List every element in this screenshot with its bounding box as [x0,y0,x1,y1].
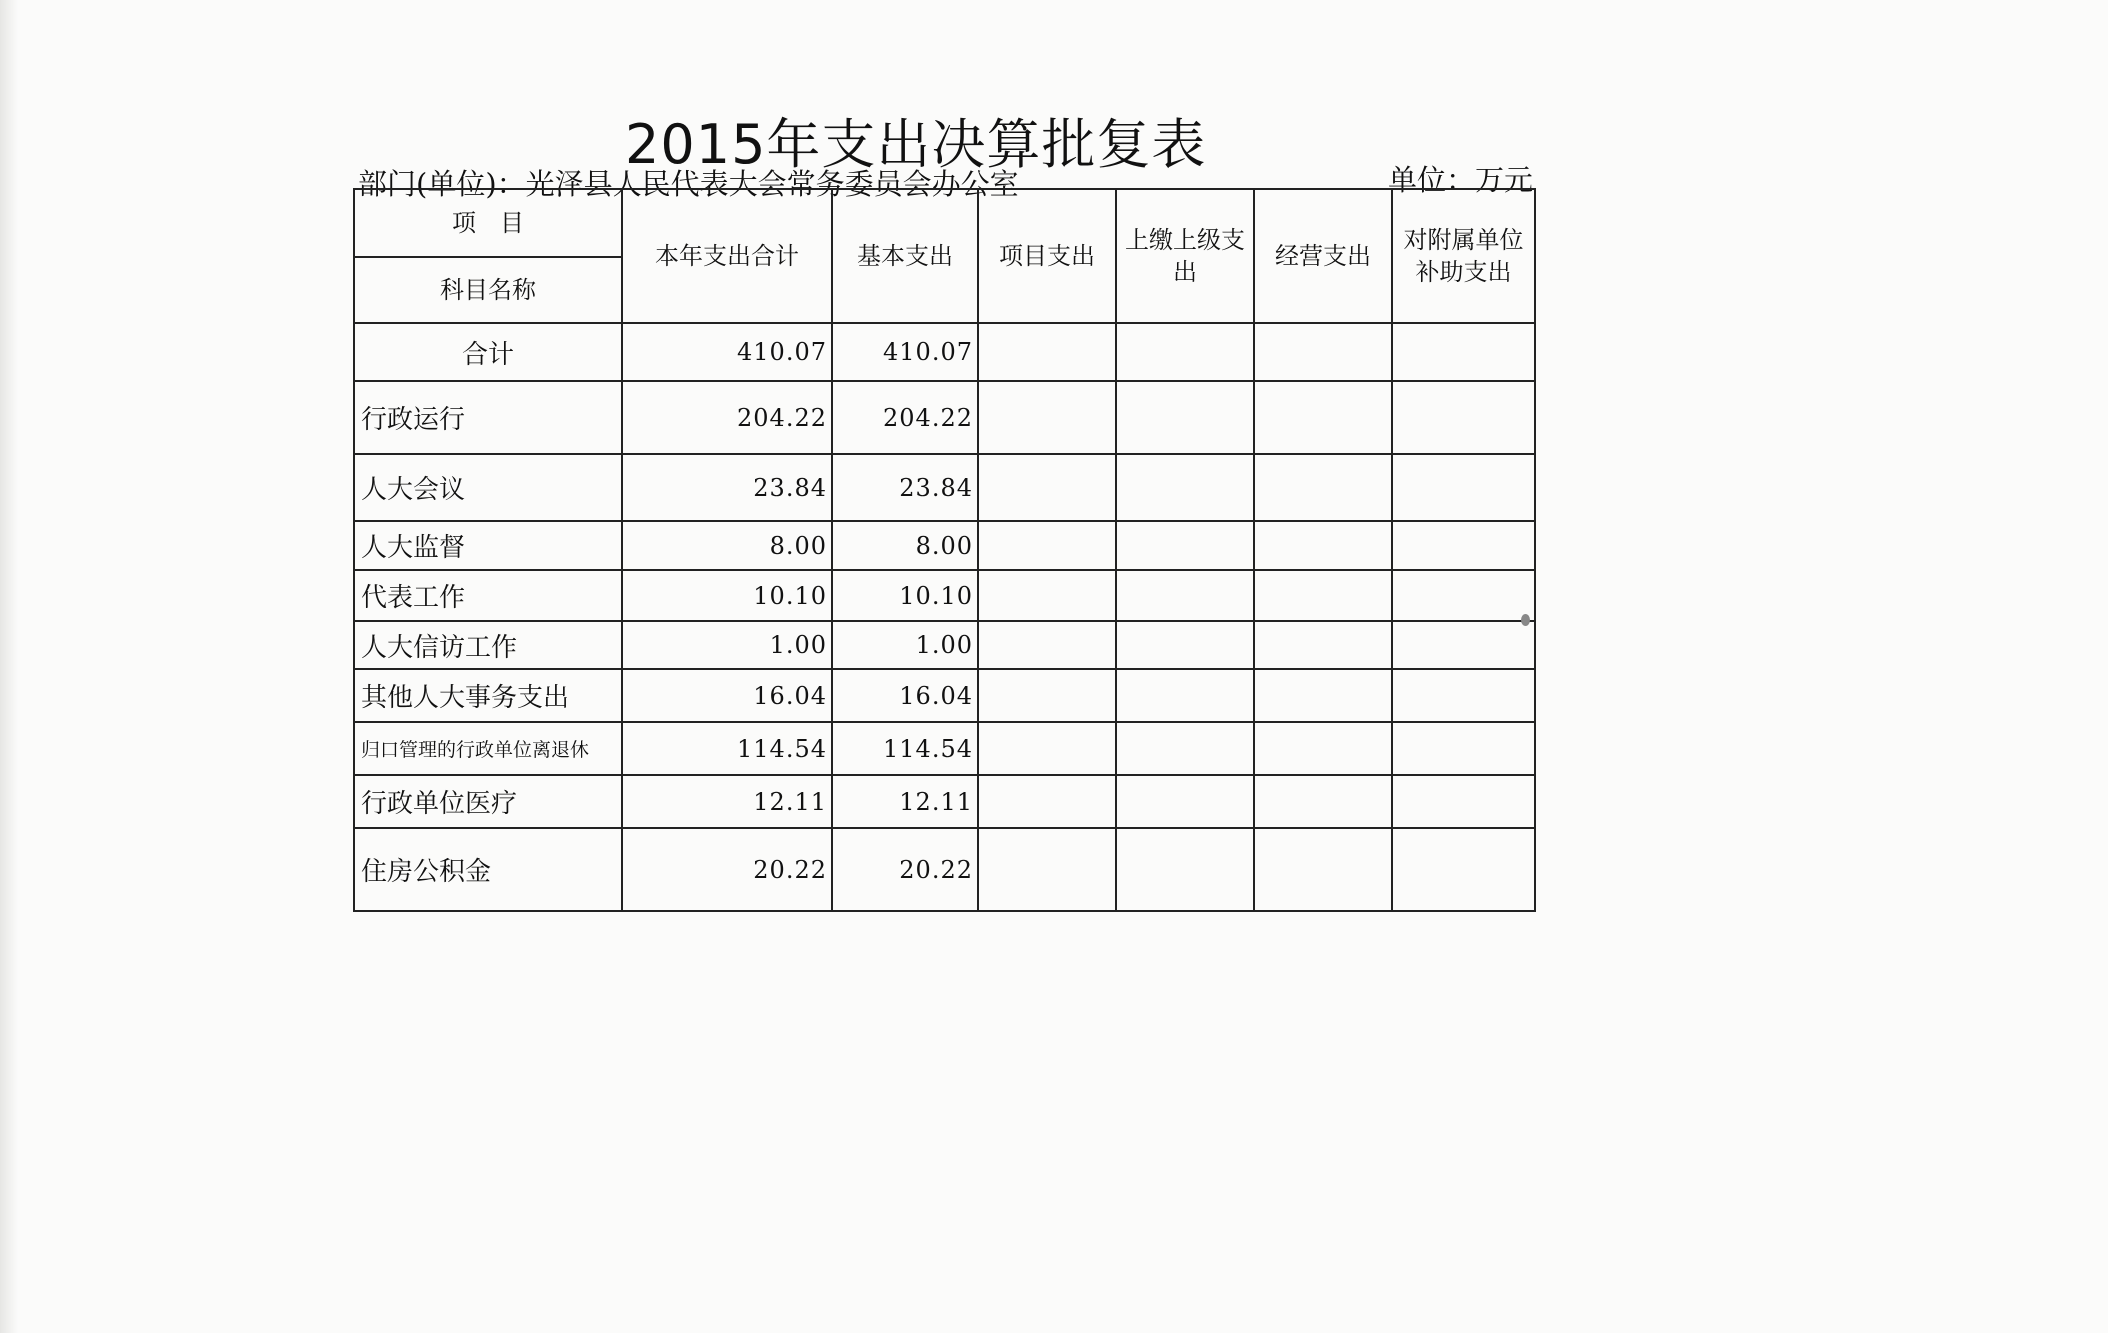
header-basic: 基本支出 [832,189,978,323]
empty-cell [1392,828,1535,911]
row-basic: 204.22 [832,381,978,454]
empty-cell [1116,621,1254,669]
empty-cell [1254,454,1392,521]
document-title: 2015年支出决算批复表 [625,113,1207,176]
expenditure-table [353,188,1536,912]
row-total: 8.00 [622,521,832,570]
empty-cell [1254,828,1392,911]
empty-cell [1116,521,1254,570]
empty-cell [978,570,1116,621]
row-total: 20.22 [622,828,832,911]
row-basic: 1.00 [832,621,978,669]
empty-cell [1116,828,1254,911]
empty-cell [1392,669,1535,722]
empty-cell [1392,621,1535,669]
empty-cell [1392,775,1535,828]
empty-cell [978,722,1116,775]
empty-cell [1254,323,1392,381]
table-row [354,775,1535,828]
empty-cell [1116,722,1254,775]
row-basic: 114.54 [832,722,978,775]
row-name: 人大信访工作 [354,621,622,669]
empty-cell [1392,323,1535,381]
row-basic: 16.04 [832,669,978,722]
empty-cell [978,323,1116,381]
empty-cell [1116,775,1254,828]
table-row [354,669,1535,722]
row-total: 12.11 [622,775,832,828]
unit-label: 单位：万元 [1388,163,1534,197]
row-name: 行政单位医疗 [354,775,622,828]
table-row [354,722,1535,775]
table-row [354,454,1535,521]
table-row [354,570,1535,621]
scan-speck [1521,614,1530,626]
table-row [354,381,1535,454]
empty-cell [1116,570,1254,621]
row-name: 代表工作 [354,570,622,621]
row-total: 114.54 [622,722,832,775]
header-business: 经营支出 [1254,189,1392,323]
row-name: 人大监督 [354,521,622,570]
table-row [354,323,1535,381]
empty-cell [1116,381,1254,454]
empty-cell [1254,381,1392,454]
row-total: 410.07 [622,323,832,381]
row-name: 合计 [354,323,622,381]
row-name: 住房公积金 [354,828,622,911]
empty-cell [978,828,1116,911]
empty-cell [1116,669,1254,722]
table-row [354,828,1535,911]
empty-cell [1254,775,1392,828]
row-basic: 8.00 [832,521,978,570]
header-project: 项目支出 [978,189,1116,323]
table-row [354,621,1535,669]
empty-cell [1254,669,1392,722]
empty-cell [1254,570,1392,621]
row-total: 204.22 [622,381,832,454]
row-total: 16.04 [622,669,832,722]
row-name: 人大会议 [354,454,622,521]
header-subsidy: 对附属单位补助支出 [1392,189,1535,323]
row-name: 归口管理的行政单位离退休 [354,722,622,775]
empty-cell [1392,570,1535,621]
row-basic: 20.22 [832,828,978,911]
empty-cell [978,521,1116,570]
header-item: 项 目 [354,189,622,257]
row-basic: 10.10 [832,570,978,621]
empty-cell [978,669,1116,722]
empty-cell [1254,521,1392,570]
empty-cell [1392,521,1535,570]
table-row [354,521,1535,570]
row-basic: 12.11 [832,775,978,828]
row-total: 1.00 [622,621,832,669]
scan-edge-shadow [0,0,18,1333]
row-basic: 410.07 [832,323,978,381]
empty-cell [1392,454,1535,521]
empty-cell [978,454,1116,521]
row-total: 23.84 [622,454,832,521]
empty-cell [978,775,1116,828]
empty-cell [1392,381,1535,454]
row-basic: 23.84 [832,454,978,521]
department-label: 部门(单位)：光泽县人民代表大会常务委员会办公室 [358,167,1019,201]
empty-cell [1116,323,1254,381]
header-upper: 上缴上级支出 [1116,189,1254,323]
empty-cell [978,381,1116,454]
row-name: 其他人大事务支出 [354,669,622,722]
empty-cell [1116,454,1254,521]
header-total: 本年支出合计 [622,189,832,323]
empty-cell [1254,722,1392,775]
header-subject: 科目名称 [354,257,622,323]
row-name: 行政运行 [354,381,622,454]
empty-cell [978,621,1116,669]
row-total: 10.10 [622,570,832,621]
empty-cell [1254,621,1392,669]
empty-cell [1392,722,1535,775]
